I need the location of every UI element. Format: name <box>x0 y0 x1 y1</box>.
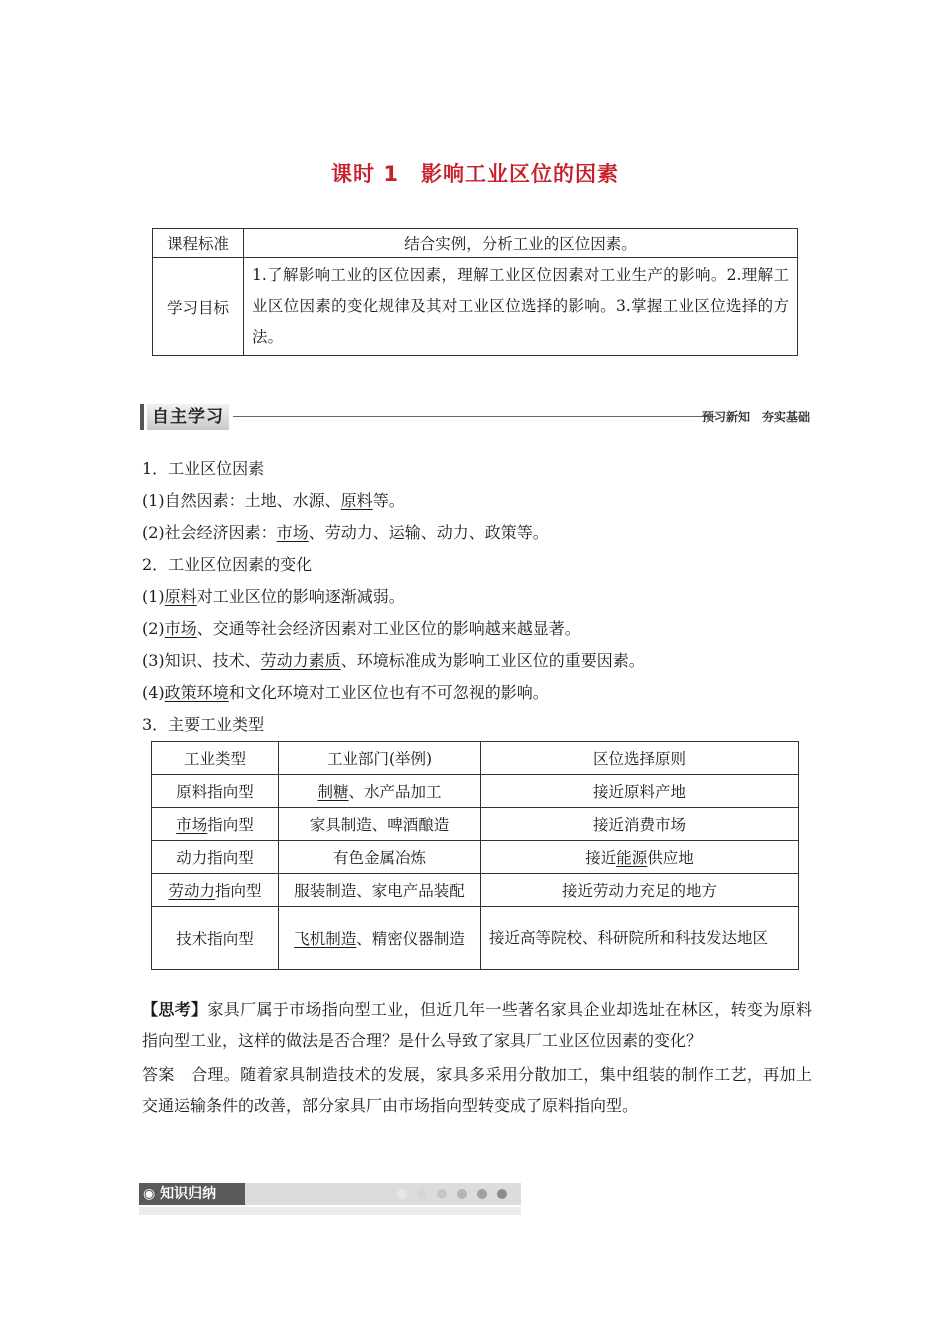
banner-accent-bar <box>140 404 144 430</box>
type-cell: 市场指向型 <box>152 808 279 841</box>
table-row <box>153 258 798 356</box>
list-item: (1)自然因素：土地、水源、原料等。 <box>142 491 405 510</box>
principle-cell: 接近消费市场 <box>481 808 799 841</box>
decorative-dot <box>397 1189 407 1199</box>
list-item: (2)社会经济因素：市场、劳动力、运输、动力、政策等。 <box>142 523 549 542</box>
dept-cell: 家具制造、啤酒酿造 <box>279 808 481 841</box>
think-question-text: 家具厂属于市场指向型工业，但近几年一些著名家具企业却选址在林区，转变为原料指向型工业，这样的做法是否合理？是什么导致了家具厂工业区位因素的变化？ <box>142 1000 812 1050</box>
decorative-dot <box>457 1189 467 1199</box>
type-cell: 技术指向型 <box>152 907 279 970</box>
answer-text: 合理。随着家具制造技术的发展，家具多采用分散加工，集中组装的制作工艺，再加上交通运输条件的改善，部分家具厂由市场指向型转变成了原料指向型。 <box>142 1065 812 1115</box>
knowledge-summary-bar <box>139 1183 521 1215</box>
table-header-row <box>152 742 799 775</box>
column-header: 区位选择原则 <box>481 742 799 775</box>
type-cell: 动力指向型 <box>152 841 279 874</box>
type-cell: 原料指向型 <box>152 775 279 808</box>
table-row <box>152 907 799 970</box>
section-subtitle: 预习新知 夯实基础 <box>701 410 810 424</box>
dept-cell: 服装制造、家电产品装配 <box>279 874 481 907</box>
principle-cell: 接近能源供应地 <box>481 841 799 874</box>
table-row <box>152 841 799 874</box>
think-answer <box>142 1059 812 1121</box>
decorative-dot <box>417 1189 427 1199</box>
industry-type-table <box>151 741 799 970</box>
bar-underline <box>139 1207 521 1215</box>
list-item: (2)市场、交通等社会经济因素对工业区位的影响越来越显著。 <box>142 619 581 638</box>
table-row <box>152 874 799 907</box>
heading-3: 3．主要工业类型 <box>142 715 265 734</box>
heading-1: 1．工业区位因素 <box>142 459 265 478</box>
column-header: 工业类型 <box>152 742 279 775</box>
divider <box>233 416 716 417</box>
answer-label: 答案 <box>142 1065 175 1084</box>
think-tag: 【思考】 <box>142 1000 208 1019</box>
list-item: (1)原料对工业区位的影响逐渐减弱。 <box>142 587 405 606</box>
standard-label: 课程标准 <box>153 229 244 258</box>
section-banner <box>140 402 810 432</box>
principle-cell: 接近劳动力充足的地方 <box>481 874 799 907</box>
page-title: 课时 1 影响工业区位的因素 <box>331 162 619 186</box>
decorative-dot <box>477 1189 487 1199</box>
goal-content: 1.了解影响工业的区位因素，理解工业区位因素对工业生产的影响。2.理解工业区位因素的变化规律及其对工业区位选择的影响。3.掌握工业区位选择的方法。 <box>244 258 798 356</box>
list-item: (3)知识、技术、劳动力素质、环境标准成为影响工业区位的重要因素。 <box>142 651 645 670</box>
standard-content: 结合实例，分析工业的区位因素。 <box>244 229 798 258</box>
decorative-dot <box>437 1189 447 1199</box>
principle-cell: 接近高等院校、科研院所和科技发达地区 <box>481 907 799 970</box>
table-row <box>152 808 799 841</box>
principle-cell: 接近原料产地 <box>481 775 799 808</box>
section-title: 自主学习 <box>147 404 229 430</box>
knowledge-summary-label: ◉ 知识归纳 <box>139 1183 245 1205</box>
dept-cell: 制糖、水产品加工 <box>279 775 481 808</box>
goal-label: 学习目标 <box>153 258 244 356</box>
dept-cell: 飞机制造、精密仪器制造 <box>279 907 481 970</box>
type-cell: 劳动力指向型 <box>152 874 279 907</box>
table-row <box>152 775 799 808</box>
heading-2: 2．工业区位因素的变化 <box>142 555 313 574</box>
think-question <box>142 994 812 1056</box>
table-row <box>153 229 798 258</box>
decorative-dot <box>497 1189 507 1199</box>
curriculum-table <box>152 228 798 356</box>
list-item: (4)政策环境和文化环境对工业区位也有不可忽视的影响。 <box>142 683 549 702</box>
column-header: 工业部门(举例) <box>279 742 481 775</box>
dept-cell: 有色金属冶炼 <box>279 841 481 874</box>
